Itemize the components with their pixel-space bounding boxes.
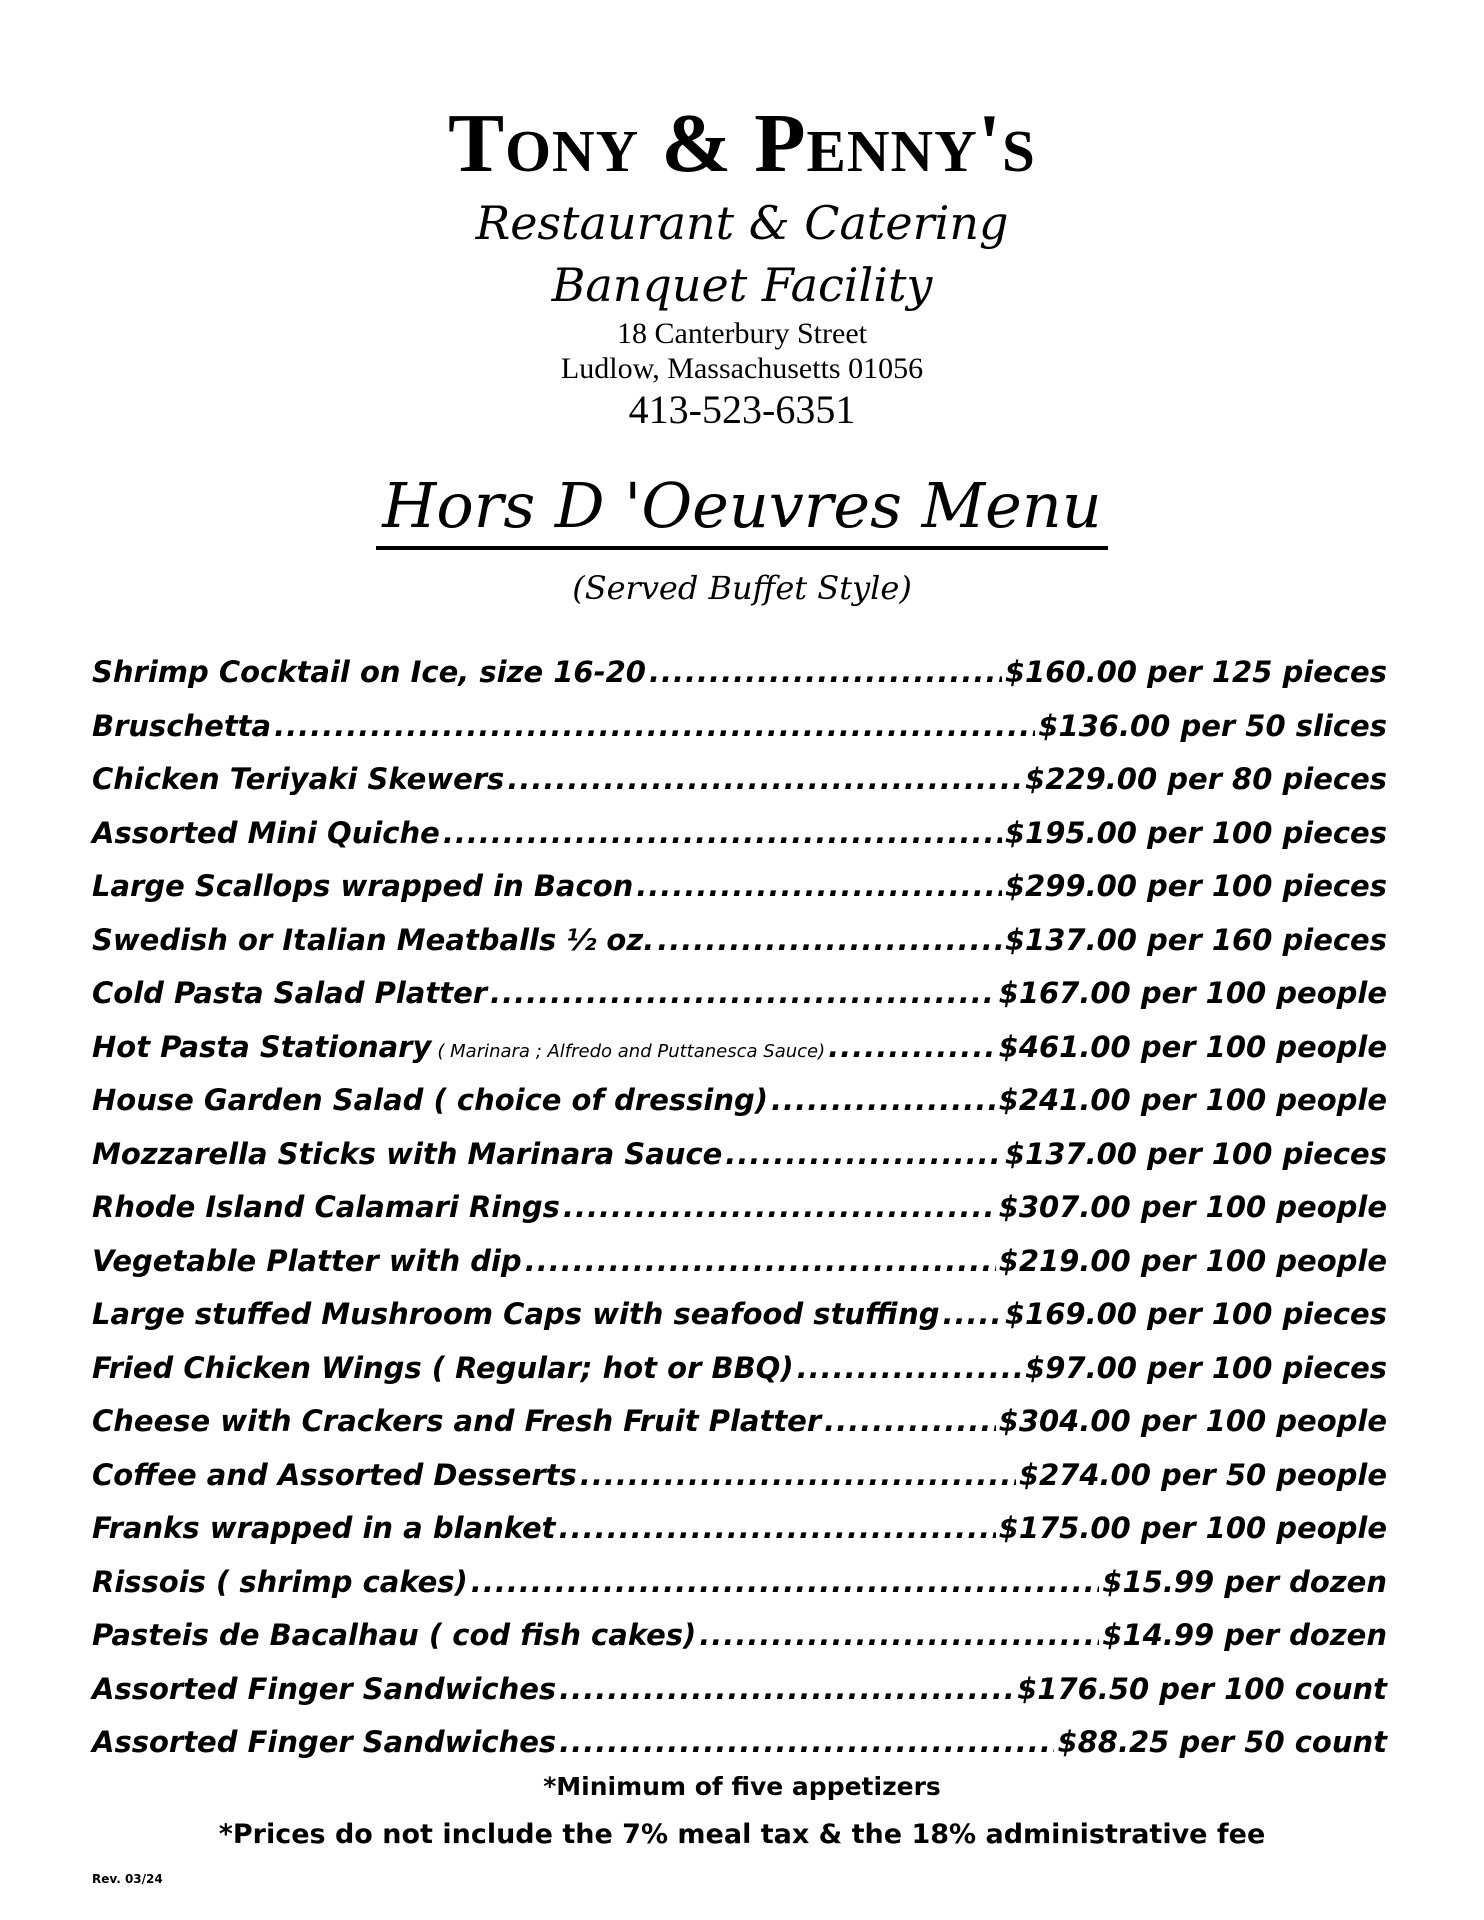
menu-item — [92, 1342, 1387, 1396]
revision-label: Rev. 03/24 — [92, 1872, 163, 1886]
minimum-note: *Minimum of five appetizers — [543, 1772, 941, 1801]
menu-item-note: ( Marinara ; Alfredo and Puttanesca Sauce) — [437, 1040, 826, 1062]
menu-item-name: Vegetable Platter with dip — [92, 1243, 522, 1278]
dot-leader — [828, 1021, 996, 1074]
city-address: Ludlow, Massachusetts 01056 — [560, 352, 924, 385]
dot-leader — [649, 646, 1002, 699]
menu-item-name: Assorted Mini Quiche — [92, 815, 440, 850]
menu-item-price: $15.99 per dozen — [1102, 1564, 1387, 1599]
menu-item — [92, 1021, 1387, 1075]
menu-item-name: Mozzarella Sticks with Marinara Sauce — [92, 1136, 723, 1171]
menu-item-name: Assorted Finger Sandwiches — [92, 1671, 557, 1706]
menu-item-name: Shrimp Cocktail on Ice, size 16-20 — [92, 655, 646, 689]
menu-item-price: $304.00 per 100 people — [998, 1404, 1387, 1438]
dot-leader — [559, 1502, 996, 1555]
menu-item-name: Coffee and Assorted Desserts — [92, 1457, 577, 1492]
menu-item — [92, 1395, 1387, 1449]
dot-leader — [699, 1609, 1099, 1662]
menu-item-name: Cheese with Crackers and Fresh Fruit Platter — [92, 1404, 822, 1438]
menu-item-name: Rhode Island Calamari Rings — [92, 1190, 560, 1224]
menu-item-name: Chicken Teriyaki Skewers — [92, 762, 505, 796]
dot-leader — [636, 860, 1002, 913]
menu-item-price: $229.00 per 80 pieces — [1025, 762, 1387, 796]
dot-leader — [559, 1716, 1054, 1769]
menu-item — [92, 1074, 1387, 1128]
dot-leader — [771, 1074, 996, 1127]
dot-leader — [725, 1128, 1002, 1181]
phone-number: 413-523-6351 — [628, 387, 856, 432]
dot-leader — [471, 1556, 1099, 1609]
menu-item — [92, 1181, 1387, 1235]
menu-item-price: $176.50 per 100 count — [1017, 1671, 1387, 1706]
menu-item-price: $97.00 per 100 pieces — [1025, 1350, 1387, 1385]
menu-item-name: Bruschetta — [92, 708, 272, 743]
menu-item-name: Fried Chicken Wings ( Regular; hot or BBQ) — [92, 1350, 794, 1385]
dot-leader — [490, 967, 996, 1020]
menu-item — [92, 1502, 1387, 1556]
menu-item-price: $241.00 per 100 people — [998, 1083, 1387, 1117]
menu-item — [92, 646, 1387, 700]
menu-subtitle: (Served Buffet Style) — [572, 569, 912, 607]
menu-item-price: $137.00 per 100 pieces — [1004, 1136, 1387, 1171]
dot-leader — [559, 1663, 1014, 1716]
menu-item-name: Hot Pasta Stationary — [92, 1029, 432, 1064]
menu-item-price: $307.00 per 100 people — [998, 1190, 1387, 1224]
dot-leader — [274, 700, 1035, 753]
dot-leader — [657, 914, 1002, 967]
menu-item-name: Large Scallops wrapped in Bacon — [92, 869, 634, 903]
menu-item-price: $274.00 per 50 people — [1018, 1457, 1387, 1492]
menu-item-price: $461.00 per 100 people — [998, 1029, 1387, 1064]
menu-item-name: Rissois ( shrimp cakes) — [92, 1564, 468, 1599]
menu-item-price: $160.00 per 125 pieces — [1004, 655, 1387, 689]
menu-item-name: Large stuffed Mushroom Caps with seafood stuffing — [92, 1297, 940, 1331]
menu-item-name: Pasteis de Bacalhau ( cod fish cakes) — [92, 1618, 697, 1652]
restaurant-header — [0, 96, 1484, 434]
menu-item-list — [92, 646, 1387, 1770]
dot-leader — [797, 1342, 1022, 1395]
menu-item-price: $169.00 per 100 pieces — [1004, 1297, 1387, 1331]
menu-item-name: House Garden Salad ( choice of dressing) — [92, 1083, 769, 1117]
menu-item — [92, 807, 1387, 861]
dot-leader — [563, 1181, 996, 1234]
dot-leader — [507, 753, 1022, 806]
menu-item — [92, 1556, 1387, 1610]
menu-item-name: Franks wrapped in a blanket — [92, 1511, 556, 1545]
menu-item — [92, 1609, 1387, 1663]
menu-item — [92, 1288, 1387, 1342]
menu-item-price: $136.00 per 50 slices — [1038, 708, 1387, 743]
dot-leader — [525, 1235, 996, 1288]
menu-item-name: Assorted Finger Sandwiches — [92, 1725, 557, 1759]
menu-item — [92, 967, 1387, 1021]
menu-item — [92, 1449, 1387, 1503]
menu-title-block — [0, 468, 1484, 550]
dot-leader — [942, 1288, 1001, 1341]
menu-item — [92, 1128, 1387, 1182]
menu-item — [92, 753, 1387, 807]
dot-leader — [824, 1395, 995, 1448]
menu-item-price: $167.00 per 100 people — [998, 976, 1387, 1010]
menu-item-name: Swedish or Italian Meatballs ½ oz. — [92, 922, 655, 957]
menu-item-price: $299.00 per 100 pieces — [1004, 869, 1387, 903]
restaurant-tagline-1: Restaurant & Catering — [475, 196, 1009, 250]
dot-leader — [580, 1449, 1016, 1502]
restaurant-tagline-2: Banquet Facility — [551, 258, 933, 312]
menu-item — [92, 1663, 1387, 1717]
menu-item — [92, 860, 1387, 914]
menu-title: Hors D 'Oeuvres Menu — [376, 468, 1107, 550]
dot-leader — [443, 807, 1002, 860]
menu-item — [92, 914, 1387, 968]
menu-item-price: $219.00 per 100 people — [998, 1243, 1387, 1278]
menu-item — [92, 1716, 1387, 1770]
menu-item — [92, 700, 1387, 754]
menu-item-name: Cold Pasta Salad Platter — [92, 976, 488, 1010]
menu-item-price: $175.00 per 100 people — [998, 1511, 1387, 1545]
menu-item — [92, 1235, 1387, 1289]
street-address: 18 Canterbury Street — [617, 317, 867, 350]
restaurant-name: Tony & Penny's — [448, 97, 1036, 190]
menu-item-price: $195.00 per 100 pieces — [1004, 815, 1387, 850]
menu-item-price: $137.00 per 160 pieces — [1004, 922, 1387, 957]
menu-item-price: $14.99 per dozen — [1102, 1618, 1387, 1652]
tax-note: *Prices do not include the 7% meal tax & the 18% administrative fee — [218, 1819, 1266, 1850]
menu-item-price: $88.25 per 50 count — [1057, 1725, 1387, 1759]
